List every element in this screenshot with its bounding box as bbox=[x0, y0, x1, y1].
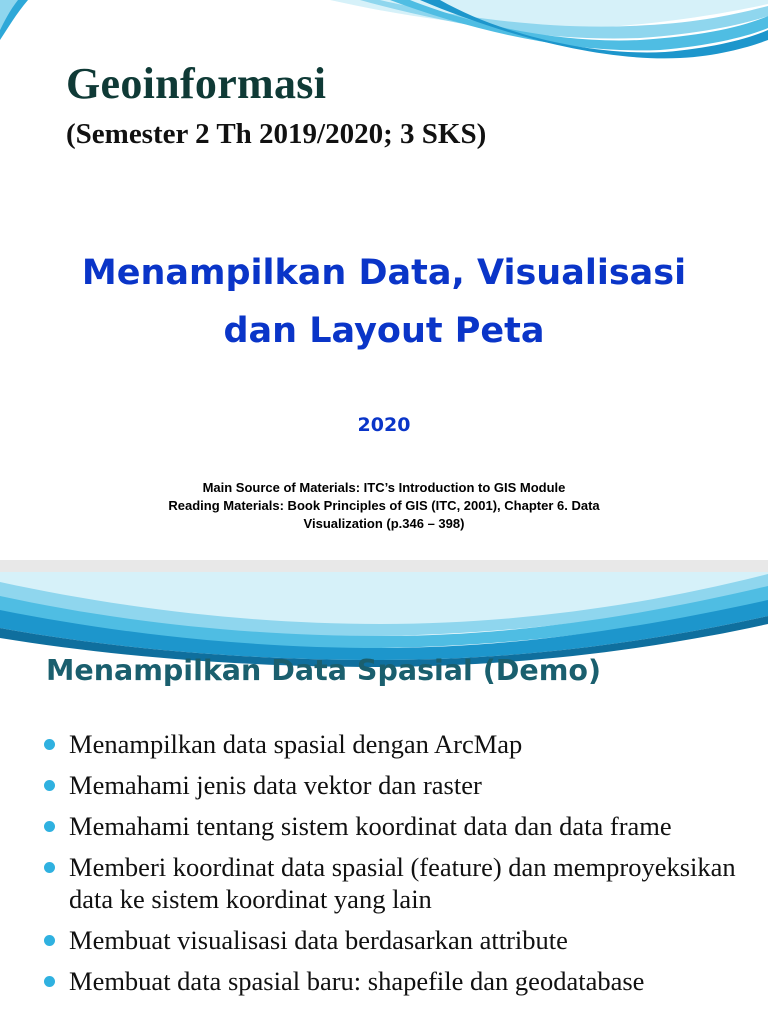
slide-heading: Menampilkan Data Spasial (Demo) bbox=[46, 654, 602, 687]
bullet-dot-icon bbox=[44, 976, 55, 987]
bullet-dot-icon bbox=[44, 935, 55, 946]
list-item bbox=[44, 769, 744, 801]
source-note bbox=[120, 479, 648, 533]
bullet-dot-icon bbox=[44, 739, 55, 750]
list-item bbox=[44, 924, 744, 956]
presentation-heading bbox=[40, 244, 728, 360]
course-title: Geoinformasi bbox=[66, 59, 327, 108]
heading-line-2: dan Layout Peta bbox=[223, 311, 545, 351]
year-label: 2020 bbox=[357, 414, 411, 436]
list-item bbox=[44, 965, 744, 997]
list-item bbox=[44, 810, 744, 842]
list-item bbox=[44, 728, 744, 760]
list-item-text: Membuat visualisasi data berdasarkan attribute bbox=[69, 925, 568, 955]
bullet-list bbox=[44, 728, 744, 1006]
list-item-text: Memberi koordinat data spasial (feature) dan memproyeksikan data ke sistem koordinat yang lain bbox=[69, 852, 736, 914]
source-line-2: Reading Materials: Book Principles of GIS (ITC, 2001), Chapter 6. Data bbox=[168, 498, 600, 513]
bullet-dot-icon bbox=[44, 780, 55, 791]
slide-separator bbox=[0, 560, 768, 572]
list-item-text: Menampilkan data spasial dengan ArcMap bbox=[69, 729, 523, 759]
list-item-text: Membuat data spasial baru: shapefile dan geodatabase bbox=[69, 966, 645, 996]
course-subtitle: (Semester 2 Th 2019/2020; 3 SKS) bbox=[66, 118, 487, 150]
header-wave-decoration bbox=[0, 572, 768, 667]
bullet-dot-icon bbox=[44, 821, 55, 832]
source-line-3: Visualization (p.346 – 398) bbox=[303, 516, 465, 531]
list-item-text: Memahami tentang sistem koordinat data dan data frame bbox=[69, 811, 672, 841]
list-item bbox=[44, 851, 744, 915]
list-item-text: Memahami jenis data vektor dan raster bbox=[69, 770, 482, 800]
heading-line-1: Menampilkan Data, Visualisasi bbox=[81, 253, 687, 293]
content-slide bbox=[0, 572, 768, 1024]
source-line-1: Main Source of Materials: ITC’s Introduction to GIS Module bbox=[202, 480, 566, 495]
bullet-dot-icon bbox=[44, 862, 55, 873]
